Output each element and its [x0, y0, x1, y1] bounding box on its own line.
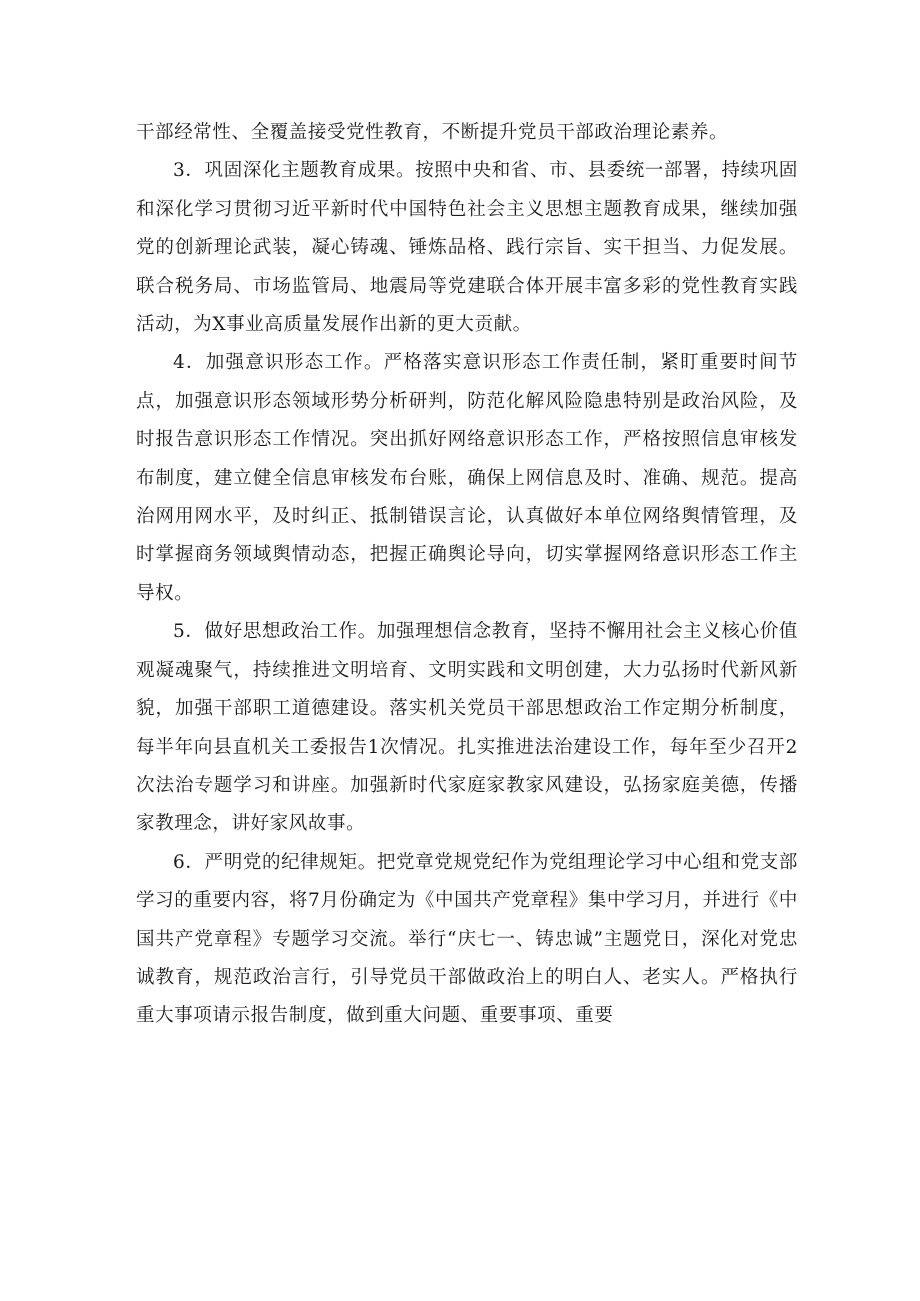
paragraph-item-6: 6．严明党的纪律规矩。把党章党规党纪作为党组理论学习中心组和党支部学习的重要内容，将7月份确定为《中国共产党章程》集中学习月，并进行《中国共产党章程》专题学习交流。举行“庆七一、铸忠诚”主题党日，深化对党忠诚教育，规范政治言行，引导党员干部做政治上的明白人、老实人。严格执行重大事项请示报告制度，做到重大问题、重要事项、重要	[136, 851, 798, 1027]
paragraph-continuation: 干部经常性、全覆盖接受党性教育，不断提升党员干部政治理论素养。	[136, 122, 729, 143]
paragraph-item-3: 3．巩固深化主题教育成果。按照中央和省、市、县委统一部署，持续巩固和深化学习贯彻习近平新时代中国特色社会主义思想主题教育成果，继续加强党的创新理论武装，凝心铸魂、锤炼品格、践行宗旨、实干担当、力促发展。联合税务局、市场监管局、地震局等党建联合体开展丰富多彩的党性教育实践活动，为X事业高质量发展作出新的更大贡献。	[136, 160, 798, 336]
document-body	[136, 114, 798, 1036]
paragraph-item-5: 5．做好思想政治工作。加强理想信念教育，坚持不懈用社会主义核心价值观凝魂聚气，持续推进文明培育、文明实践和文明创建，大力弘扬时代新风新貌，加强干部职工道德建设。落实机关党员干部思想政治工作定期分析制度，每半年向县直机关工委报告1次情况。扎实推进法治建设工作，每年至少召开2次法治专题学习和讲座。加强新时代家庭家教家风建设，弘扬家庭美德，传播家教理念，讲好家风故事。	[136, 621, 798, 835]
paragraph-item-4: 4．加强意识形态工作。严格落实意识形态工作责任制，紧盯重要时间节点，加强意识形态领域形势分析研判，防范化解风险隐患特别是政治风险，及时报告意识形态工作情况。突出抓好网络意识形态工作，严格按照信息审核发布制度，建立健全信息审核发布台账，确保上网信息及时、准确、规范。提高治网用网水平，及时纠正、抵制错误言论，认真做好本单位网络舆情管理，及时掌握商务领域舆情动态，把握正确舆论导向，切实掌握网络意识形态工作主导权。	[136, 352, 798, 604]
